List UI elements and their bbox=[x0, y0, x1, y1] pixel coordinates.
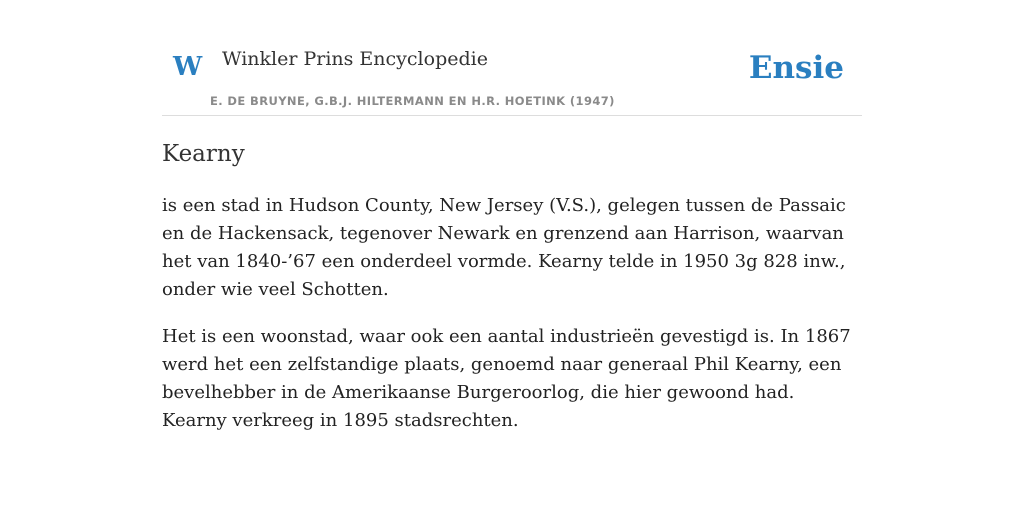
article-title: Kearny bbox=[162, 141, 245, 167]
article-paragraph: is een stad in Hudson County, New Jersey (V.S.), gelegen tussen de Passaic en de Hackensack, tegenover Newark en grenzend aan Harrison, waarvan het van 1840-’67 een onderdeel vormde. Kearny telde in 1950 3g 828 inw., onder wie veel Schotten. bbox=[162, 195, 846, 300]
source-title[interactable]: Winkler Prins Encyclopedie bbox=[222, 48, 488, 70]
encyclopedia-logo-icon[interactable]: W bbox=[173, 52, 203, 82]
ensie-brand-link[interactable]: Ensie bbox=[748, 50, 844, 86]
source-authors: E. DE BRUYNE, G.B.J. HILTERMANN EN H.R. HOETINK (1947) bbox=[210, 94, 615, 108]
article-paragraph: Het is een woonstad, waar ook een aantal industrieën gevestigd is. In 1867 werd het een zelfstandige plaats, genoemd naar generaal Phil Kearny, een bevelhebber in de Amerikaanse Burgeroorlog, die hier gewoond had. Kearny verkreeg in 1895 stadsrechten. bbox=[162, 326, 851, 431]
source-header bbox=[162, 36, 862, 116]
article bbox=[162, 138, 862, 435]
